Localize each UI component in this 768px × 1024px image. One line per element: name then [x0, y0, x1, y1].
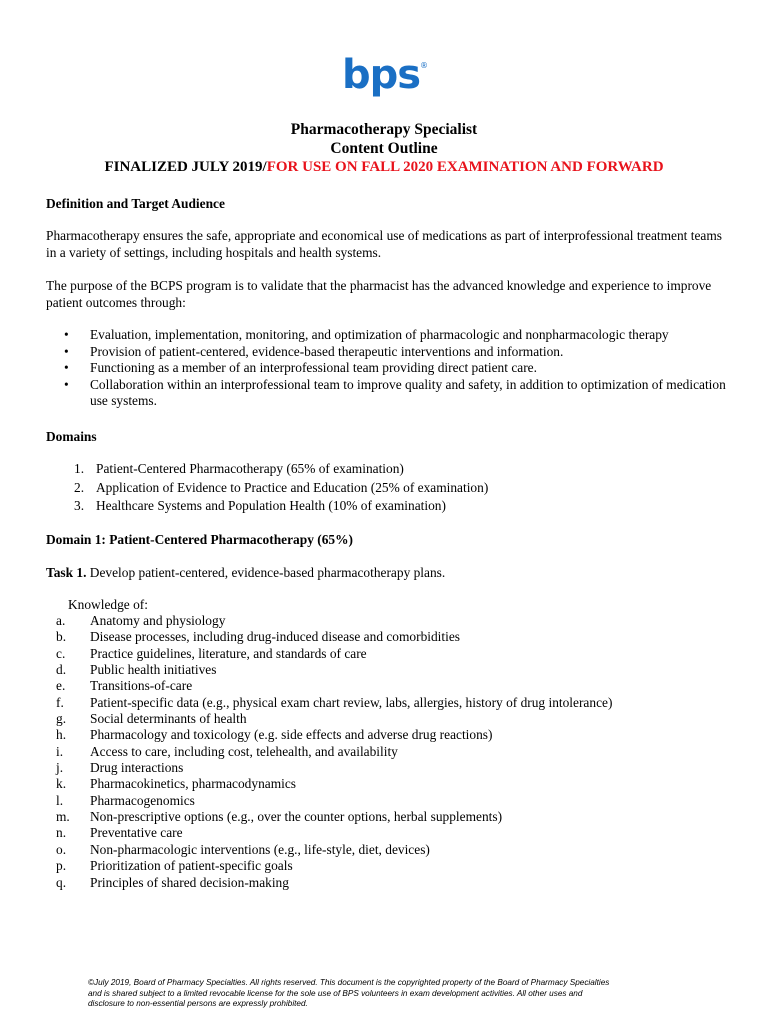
knowledge-text: Drug interactions [90, 760, 184, 776]
knowledge-text: Social determinants of health [90, 711, 247, 727]
knowledge-item [46, 678, 726, 694]
knowledge-item [46, 744, 726, 760]
knowledge-item [46, 875, 726, 891]
knowledge-item [46, 695, 726, 711]
footer-line: disclosure to non-essential persons are expressly prohibited. [88, 999, 308, 1008]
knowledge-letter: m. [56, 809, 70, 825]
finalized-date: FINALIZED JULY 2019/ [104, 159, 267, 175]
knowledge-letter: j. [56, 760, 64, 776]
knowledge-letter: i. [56, 743, 64, 759]
knowledge-text: Prioritization of patient-specific goals [90, 858, 293, 874]
knowledge-letter: d. [56, 662, 67, 678]
copyright-footer [88, 978, 688, 1010]
knowledge-item [46, 809, 726, 825]
domain-number: 1. [74, 461, 85, 476]
knowledge-item [46, 776, 726, 792]
knowledge-item [46, 825, 726, 841]
domain-text: Application of Evidence to Practice and Education (25% of examination) [96, 479, 489, 495]
knowledge-letter: h. [56, 727, 67, 743]
knowledge-text: Non-pharmacologic interventions (e.g., life-style, diet, devices) [90, 841, 430, 857]
knowledge-item [46, 793, 726, 809]
task-1 [46, 565, 726, 582]
bullet-item [46, 327, 726, 344]
knowledge-letter: p. [56, 858, 67, 874]
footer-line: ©July 2019, Board of Pharmacy Specialties. All rights reserved. This document is the copyrighted property of the Board of Pharmacy Specialties [88, 978, 610, 987]
knowledge-list [46, 613, 726, 891]
domains-heading: Domains [46, 429, 97, 444]
task-text: Develop patient-centered, evidence-based pharmacotherapy plans. [86, 565, 446, 580]
knowledge-letter: e. [56, 678, 66, 694]
knowledge-text: Transitions-of-care [90, 678, 193, 694]
domain1-heading: Domain 1: Patient-Centered Pharmacotherapy (65%) [46, 532, 353, 547]
knowledge-text: Pharmacology and toxicology (e.g. side effects and adverse drug reactions) [90, 727, 493, 743]
domain-text: Healthcare Systems and Population Health (10% of examination) [96, 498, 446, 513]
bullet-icon: • [64, 376, 69, 392]
knowledge-letter: n. [56, 825, 67, 841]
bps-logo [340, 50, 430, 102]
bullet-item [46, 360, 726, 377]
knowledge-label: Knowledge of: [68, 597, 148, 612]
knowledge-text: Preventative care [90, 825, 183, 841]
bullet-text: Functioning as a member of an interprofessional team providing direct patient care. [90, 360, 537, 375]
knowledge-item [46, 711, 726, 727]
domain-item [46, 461, 726, 478]
domain-number: 3. [74, 498, 85, 513]
domain-item [46, 480, 726, 497]
domain-text: Patient-Centered Pharmacotherapy (65% of examination) [96, 461, 404, 476]
knowledge-letter: q. [56, 874, 67, 890]
page-subtitle: Content Outline [330, 140, 438, 157]
footer-line: and is shared subject to a limited revocable license for the sole use of BPS volunteers in exam development activities. All other uses and [88, 988, 583, 998]
knowledge-text: Patient-specific data (e.g., physical exam chart review, labs, allergies, history of drug intolerance) [90, 694, 613, 710]
bullet-item [46, 377, 726, 410]
knowledge-item [46, 842, 726, 858]
registered-mark: ® [420, 61, 428, 70]
knowledge-item [46, 858, 726, 874]
knowledge-text: Disease processes, including drug-induced disease and comorbidities [90, 629, 461, 645]
bullet-item [46, 344, 726, 361]
knowledge-letter: c. [56, 645, 66, 661]
bps-logo-text: bps [342, 52, 421, 98]
knowledge-letter: g. [56, 711, 67, 727]
domain-item [46, 498, 726, 515]
knowledge-item [46, 629, 726, 645]
purpose-bullet-list [46, 327, 726, 410]
knowledge-text: Non-prescriptive options (e.g., over the counter options, herbal supplements) [90, 809, 503, 825]
finalized-line [0, 158, 768, 177]
knowledge-text: Pharmacogenomics [90, 792, 195, 808]
page-title: Pharmacotherapy Specialist [290, 121, 478, 138]
knowledge-letter: a. [56, 613, 66, 628]
definition-paragraph-1: Pharmacotherapy ensures the safe, appropriate and economical use of medications as part of interprofessional treatment teams in a variety of settings, including hospitals and health systems. [46, 228, 722, 260]
bullet-icon: • [64, 327, 69, 342]
knowledge-item [46, 613, 726, 629]
knowledge-letter: b. [56, 629, 67, 645]
knowledge-text: Practice guidelines, literature, and standards of care [90, 645, 367, 661]
knowledge-item [46, 727, 726, 743]
bullet-icon: • [64, 360, 69, 375]
knowledge-letter: o. [56, 841, 67, 857]
bullet-icon: • [64, 343, 69, 359]
knowledge-item [46, 662, 726, 678]
knowledge-letter: l. [56, 792, 64, 808]
knowledge-text: Access to care, including cost, telehealth, and availability [90, 743, 398, 759]
knowledge-item [46, 760, 726, 776]
for-use-note: FOR USE ON FALL 2020 EXAMINATION AND FORWARD [266, 159, 664, 175]
task-label: Task 1. [46, 565, 87, 580]
knowledge-letter: k. [56, 776, 67, 792]
knowledge-item [46, 646, 726, 662]
definition-heading: Definition and Target Audience [46, 196, 225, 211]
bullet-text: Evaluation, implementation, monitoring, and optimization of pharmacologic and nonpharmacologic therapy [90, 327, 669, 342]
domains-list [46, 461, 726, 517]
knowledge-text: Anatomy and physiology [90, 613, 226, 628]
knowledge-letter: f. [56, 694, 64, 710]
knowledge-text: Principles of shared decision-making [90, 874, 289, 890]
knowledge-text: Pharmacokinetics, pharmacodynamics [90, 776, 296, 792]
domain-number: 2. [74, 479, 85, 495]
definition-paragraph-2: The purpose of the BCPS program is to validate that the pharmacist has the advanced knowledge and experience to improve patient outcomes through: [46, 278, 712, 310]
knowledge-text: Public health initiatives [90, 662, 217, 678]
bullet-text: Provision of patient-centered, evidence-based therapeutic interventions and information. [90, 343, 564, 359]
bullet-text: Collaboration within an interprofessional team to improve quality and safety, in addition to optimization of medication use systems. [90, 376, 726, 408]
